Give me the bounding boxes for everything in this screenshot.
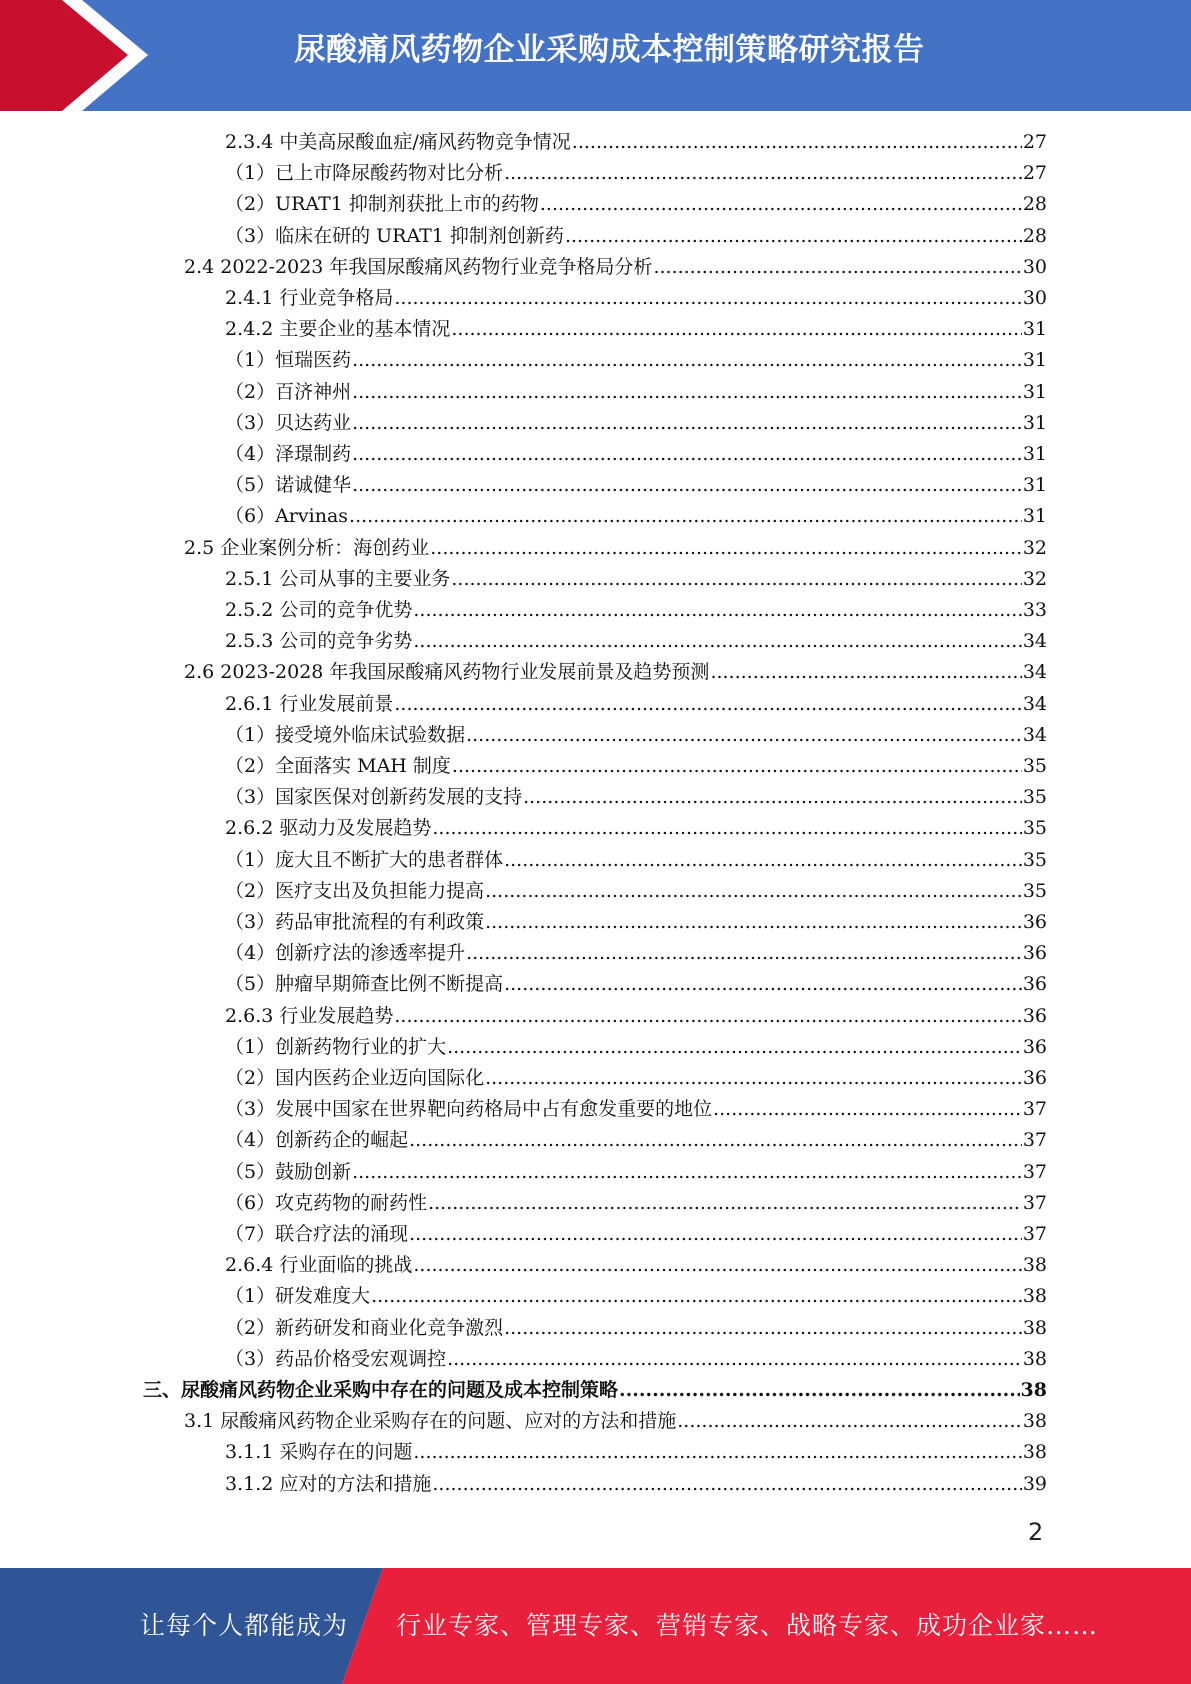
toc-entry-title: 2.6.1 行业发展前景 bbox=[225, 692, 394, 715]
toc-dot-leader bbox=[352, 443, 1022, 465]
toc-entry-page: 38 bbox=[1020, 1379, 1047, 1401]
toc-entry[interactable] bbox=[225, 938, 1047, 969]
toc-entry[interactable] bbox=[225, 689, 1047, 720]
toc-entry-page: 38 bbox=[1022, 1441, 1047, 1464]
toc-entry-title: 2.4.2 主要企业的基本情况 bbox=[225, 318, 451, 341]
toc-entry-page: 39 bbox=[1022, 1472, 1047, 1495]
toc-dot-leader bbox=[452, 755, 1022, 777]
toc-entry-title: 2.6 2023-2028 年我国尿酸痛风药物行业发展前景及趋势预测 bbox=[184, 661, 710, 684]
toc-entry-page: 38 bbox=[1022, 1410, 1047, 1433]
toc-entry-title: 2.6.3 行业发展趋势 bbox=[225, 1004, 394, 1027]
toc-dot-leader bbox=[352, 1161, 1022, 1183]
toc-dot-leader bbox=[653, 256, 1021, 278]
toc-dot-leader bbox=[394, 287, 1021, 309]
toc-dot-leader bbox=[713, 1098, 1022, 1120]
toc-entry-title: （4）创新药企的崛起 bbox=[225, 1129, 409, 1152]
toc-entry-page: 30 bbox=[1022, 255, 1047, 278]
toc-entry[interactable] bbox=[225, 845, 1047, 876]
toc-entry-page: 31 bbox=[1022, 380, 1047, 403]
toc-entry[interactable] bbox=[184, 533, 1047, 564]
toc-dot-leader bbox=[451, 568, 1021, 590]
toc-dot-leader bbox=[394, 693, 1021, 715]
toc-entry-page: 36 bbox=[1022, 973, 1047, 996]
toc-entry[interactable] bbox=[225, 314, 1047, 345]
toc-entry-title: 三、尿酸痛风药物企业采购中存在的问题及成本控制策略 bbox=[143, 1379, 619, 1401]
toc-entry-page: 31 bbox=[1022, 349, 1047, 372]
toc-dot-leader bbox=[413, 599, 1021, 621]
toc-entry-title: （2）百济神州 bbox=[225, 380, 352, 403]
toc-entry[interactable] bbox=[225, 408, 1047, 439]
toc-entry-title: （3）国家医保对创新药发展的支持 bbox=[225, 786, 523, 809]
toc-dot-leader bbox=[430, 537, 1022, 559]
toc-entry-title: （1）庞大且不断扩大的患者群体 bbox=[225, 848, 504, 871]
toc-entry[interactable] bbox=[225, 1001, 1047, 1032]
toc-dot-leader bbox=[710, 661, 1021, 683]
toc-entry-page: 38 bbox=[1022, 1285, 1047, 1308]
toc-entry[interactable] bbox=[225, 1157, 1047, 1188]
toc-entry-title: 2.3.4 中美高尿酸血症/痛风药物竞争情况 bbox=[225, 131, 571, 153]
toc-entry-page: 32 bbox=[1022, 567, 1047, 590]
toc-dot-leader bbox=[447, 1036, 1022, 1058]
toc-entry[interactable] bbox=[225, 439, 1047, 470]
toc-entry-title: （2）全面落实 MAH 制度 bbox=[225, 755, 451, 777]
toc-entry[interactable] bbox=[225, 127, 1047, 158]
toc-entry-title: （2）URAT1 抑制剂获批上市的药物 bbox=[225, 193, 539, 216]
toc-dot-leader bbox=[432, 817, 1021, 839]
page-number: 2 bbox=[1028, 1518, 1044, 1546]
toc-entry-title: 2.5.3 公司的竞争劣势 bbox=[225, 630, 413, 653]
toc-entry-title: （1）接受境外临床试验数据 bbox=[225, 723, 466, 746]
toc-dot-leader bbox=[504, 1317, 1022, 1339]
toc-entry-title: （1）恒瑞医药 bbox=[225, 349, 352, 372]
toc-entry-title: （5）肿瘤早期筛查比例不断提高 bbox=[225, 973, 504, 996]
toc-entry-title: （3）发展中国家在世界靶向药格局中占有愈发重要的地位 bbox=[225, 1098, 713, 1121]
toc-dot-leader bbox=[466, 724, 1022, 746]
toc-dot-leader bbox=[352, 349, 1022, 371]
toc-dot-leader bbox=[619, 1379, 1020, 1401]
toc-entry-title: 3.1.1 采购存在的问题 bbox=[225, 1441, 413, 1464]
toc-dot-leader bbox=[451, 318, 1021, 340]
toc-entry-page: 38 bbox=[1022, 1347, 1047, 1370]
toc-entry-page: 35 bbox=[1022, 848, 1047, 871]
toc-entry[interactable] bbox=[225, 1281, 1047, 1312]
toc-dot-leader bbox=[447, 1348, 1022, 1370]
toc-dot-leader bbox=[349, 505, 1022, 527]
toc-entry[interactable] bbox=[225, 377, 1047, 408]
toc-entry[interactable] bbox=[225, 1437, 1047, 1468]
toc-entry-page: 35 bbox=[1022, 755, 1047, 777]
toc-dot-leader bbox=[572, 131, 1022, 153]
toc-entry-page: 28 bbox=[1022, 224, 1047, 247]
toc-entry[interactable] bbox=[225, 1032, 1047, 1063]
toc-entry[interactable] bbox=[184, 657, 1047, 688]
toc-entry[interactable] bbox=[225, 1219, 1047, 1250]
toc-entry[interactable] bbox=[225, 626, 1047, 657]
toc-dot-leader bbox=[565, 225, 1022, 247]
toc-entry-page: 31 bbox=[1022, 474, 1047, 497]
toc-dot-leader bbox=[504, 162, 1022, 184]
toc-entry-title: （3）贝达药业 bbox=[225, 411, 352, 434]
toc-dot-leader bbox=[504, 973, 1022, 995]
toc-entry[interactable] bbox=[225, 283, 1047, 314]
toc-dot-leader bbox=[540, 193, 1022, 215]
toc-entry[interactable] bbox=[225, 1188, 1047, 1219]
toc-entry-page: 31 bbox=[1022, 443, 1047, 465]
toc-entry-page: 32 bbox=[1022, 536, 1047, 559]
toc-entry-title: （3）临床在研的 URAT1 抑制剂创新药 bbox=[225, 224, 564, 247]
toc-dot-leader bbox=[394, 1005, 1021, 1027]
toc-entry-page: 34 bbox=[1022, 692, 1047, 715]
toc-entry-title: 2.4 2022-2023 年我国尿酸痛风药物行业竞争格局分析 bbox=[184, 255, 653, 278]
toc-entry-page: 37 bbox=[1022, 1129, 1047, 1152]
toc-dot-leader bbox=[523, 786, 1022, 808]
toc-entry[interactable] bbox=[225, 595, 1047, 626]
toc-entry-title: （5）鼓励创新 bbox=[225, 1160, 352, 1183]
toc-entry-page: 37 bbox=[1022, 1160, 1047, 1183]
toc-entry-page: 36 bbox=[1022, 1035, 1047, 1058]
toc-entry[interactable] bbox=[225, 1063, 1047, 1094]
toc-dot-leader bbox=[677, 1410, 1022, 1432]
toc-entry-page: 37 bbox=[1022, 1098, 1047, 1121]
toc-entry[interactable] bbox=[225, 345, 1047, 376]
toc-dot-leader bbox=[413, 1254, 1021, 1276]
toc-entry-title: （4）创新疗法的渗透率提升 bbox=[225, 942, 466, 965]
toc-entry-page: 35 bbox=[1022, 879, 1047, 902]
toc-entry-page: 36 bbox=[1022, 1004, 1047, 1027]
toc-entry-title: （6）Arvinas bbox=[225, 505, 349, 528]
footer-slogan-right: 行业专家、管理专家、营销专家、战略专家、成功企业家…… bbox=[396, 1611, 1099, 1640]
toc-dot-leader bbox=[485, 880, 1022, 902]
footer-slogan-left: 让每个人都能成为 bbox=[140, 1611, 349, 1640]
toc-entry[interactable] bbox=[225, 907, 1047, 938]
toc-entry-title: （2）医疗支出及负担能力提高 bbox=[225, 879, 485, 902]
toc-entry-page: 35 bbox=[1022, 817, 1047, 840]
toc-entry-page: 30 bbox=[1022, 287, 1047, 309]
toc-entry-page: 31 bbox=[1022, 505, 1047, 528]
toc-entry-title: （3）药品审批流程的有利政策 bbox=[225, 911, 485, 933]
toc-dot-leader bbox=[352, 412, 1022, 434]
report-header bbox=[0, 0, 1191, 111]
toc-entry[interactable] bbox=[225, 876, 1047, 907]
toc-entry-page: 33 bbox=[1022, 599, 1047, 621]
toc-dot-leader bbox=[352, 381, 1022, 403]
toc-entry[interactable] bbox=[225, 1125, 1047, 1156]
toc-dot-leader bbox=[485, 911, 1022, 933]
toc-entry[interactable] bbox=[184, 252, 1047, 283]
toc-entry[interactable] bbox=[225, 158, 1047, 189]
toc-entry[interactable] bbox=[225, 969, 1047, 1000]
toc-entry-page: 31 bbox=[1022, 318, 1047, 341]
toc-entry-title: 3.1 尿酸痛风药物企业采购存在的问题、应对的方法和措施 bbox=[184, 1410, 677, 1433]
toc-entry[interactable] bbox=[225, 751, 1047, 782]
toc-dot-leader bbox=[432, 1473, 1021, 1495]
toc-entry[interactable] bbox=[225, 564, 1047, 595]
toc-entry-page: 27 bbox=[1022, 162, 1047, 185]
toc-entry-page: 38 bbox=[1022, 1254, 1047, 1277]
toc-dot-leader bbox=[413, 630, 1021, 652]
toc-dot-leader bbox=[409, 1223, 1022, 1245]
toc-entry-page: 31 bbox=[1022, 411, 1047, 434]
toc-entry-page: 36 bbox=[1022, 911, 1047, 933]
toc-entry-title: （3）药品价格受宏观调控 bbox=[225, 1347, 447, 1370]
toc-entry[interactable] bbox=[225, 1344, 1047, 1375]
toc-entry[interactable] bbox=[225, 1250, 1047, 1281]
toc-dot-leader bbox=[466, 942, 1022, 964]
toc-entry-title: （1）研发难度大 bbox=[225, 1285, 371, 1308]
toc-entry-page: 27 bbox=[1022, 131, 1047, 153]
toc-entry-title: 2.6.4 行业面临的挑战 bbox=[225, 1254, 413, 1277]
toc-entry-page: 37 bbox=[1022, 1223, 1047, 1245]
toc-entry[interactable] bbox=[225, 813, 1047, 844]
toc-entry[interactable] bbox=[225, 720, 1047, 751]
toc-entry[interactable] bbox=[225, 1094, 1047, 1125]
toc-entry-title: 2.5.2 公司的竞争优势 bbox=[225, 599, 413, 621]
toc-entry-page: 34 bbox=[1022, 630, 1047, 653]
toc-entry-page: 37 bbox=[1022, 1191, 1047, 1214]
toc-entry-title: 2.4.1 行业竞争格局 bbox=[225, 287, 394, 309]
toc-entry-page: 36 bbox=[1022, 942, 1047, 965]
toc-dot-leader bbox=[371, 1285, 1022, 1307]
report-title: 尿酸痛风药物企业采购成本控制策略研究报告 bbox=[294, 32, 925, 68]
toc-entry-title: （7）联合疗法的涌现 bbox=[225, 1223, 409, 1245]
toc-entry-title: （2）新药研发和商业化竞争激烈 bbox=[225, 1316, 504, 1339]
toc-entry-page: 36 bbox=[1022, 1067, 1047, 1089]
toc-entry-title: （1）创新药物行业的扩大 bbox=[225, 1035, 447, 1058]
toc-entry-title: （5）诺诚健华 bbox=[225, 474, 352, 497]
toc-entry[interactable] bbox=[225, 189, 1047, 220]
toc-entry-title: 3.1.2 应对的方法和措施 bbox=[225, 1472, 432, 1495]
toc-dot-leader bbox=[409, 1129, 1022, 1151]
toc-entry-page: 34 bbox=[1022, 723, 1047, 746]
toc-dot-leader bbox=[413, 1441, 1021, 1463]
toc-entry-title: 2.5.1 公司从事的主要业务 bbox=[225, 567, 451, 590]
toc-entry-title: （6）攻克药物的耐药性 bbox=[225, 1191, 428, 1214]
toc-entry-title: 2.5 企业案例分析：海创药业 bbox=[184, 536, 430, 559]
toc-entry[interactable] bbox=[184, 1406, 1047, 1437]
toc-entry[interactable] bbox=[225, 1469, 1047, 1500]
toc-entry[interactable] bbox=[225, 501, 1047, 532]
toc-entry-title: （4）泽璟制药 bbox=[225, 443, 352, 465]
toc-dot-leader bbox=[352, 474, 1022, 496]
toc-entry-title: （2）国内医药企业迈向国际化 bbox=[225, 1067, 485, 1089]
toc-entry-page: 28 bbox=[1022, 193, 1047, 216]
toc-entry-page: 35 bbox=[1022, 786, 1047, 809]
toc-dot-leader bbox=[428, 1192, 1022, 1214]
toc-dot-leader bbox=[485, 1067, 1022, 1089]
toc-entry[interactable] bbox=[225, 1313, 1047, 1344]
toc-entry-page: 38 bbox=[1022, 1316, 1047, 1339]
toc-entry[interactable] bbox=[225, 470, 1047, 501]
report-footer bbox=[0, 1568, 1191, 1684]
toc-entry-title: 2.6.2 驱动力及发展趋势 bbox=[225, 817, 432, 840]
toc-entry-page: 34 bbox=[1022, 661, 1047, 684]
toc-entry[interactable] bbox=[225, 782, 1047, 813]
toc-entry-title: （1）已上市降尿酸药物对比分析 bbox=[225, 162, 504, 185]
toc-dot-leader bbox=[504, 849, 1022, 871]
toc-entry[interactable] bbox=[225, 221, 1047, 252]
toc-entry[interactable] bbox=[143, 1375, 1047, 1406]
